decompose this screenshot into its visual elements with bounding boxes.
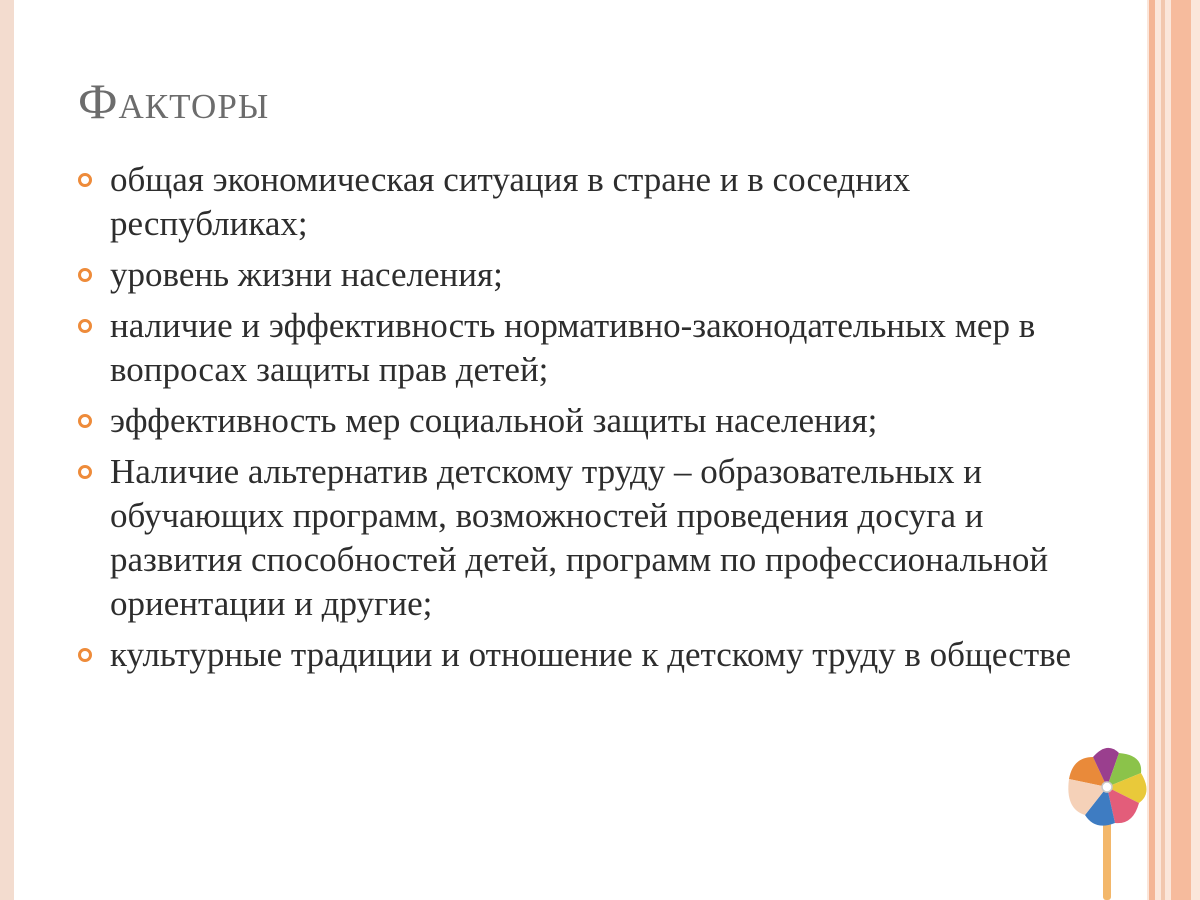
bullet-list bbox=[78, 158, 1078, 684]
bullet-item bbox=[78, 253, 1078, 297]
right-decorative-border bbox=[1147, 0, 1200, 900]
bullet-text: общая экономическая ситуация в стране и в соседних республиках; bbox=[110, 160, 911, 243]
bullet-item bbox=[78, 304, 1078, 392]
bullet-item bbox=[78, 399, 1078, 443]
bullet-item bbox=[78, 633, 1078, 677]
bullet-text: уровень жизни населения; bbox=[110, 255, 503, 294]
bullet-circle-icon bbox=[78, 465, 92, 479]
slide-title: Факторы bbox=[78, 73, 270, 129]
bullet-text: эффективность мер социальной защиты населения; bbox=[110, 401, 878, 440]
bullet-circle-icon bbox=[78, 648, 92, 662]
border-stripe bbox=[1161, 0, 1165, 900]
bullet-circle-icon bbox=[78, 319, 92, 333]
pinwheel-icon bbox=[1062, 742, 1152, 900]
bullet-circle-icon bbox=[78, 268, 92, 282]
bullet-circle-icon bbox=[78, 414, 92, 428]
bullet-item bbox=[78, 450, 1078, 626]
bullet-item bbox=[78, 158, 1078, 246]
bullet-circle-icon bbox=[78, 173, 92, 187]
bullet-text: Наличие альтернатив детскому труду – образовательных и обучающих программ, возможностей проведения досуга и развития способностей детей, программ по профессиональной ориентации и другие; bbox=[110, 452, 1049, 623]
bullet-text: культурные традиции и отношение к детскому труду в обществе bbox=[110, 635, 1071, 674]
border-stripe bbox=[1171, 0, 1191, 900]
bullet-text: наличие и эффективность нормативно-законодательных мер в вопросах защиты прав детей; bbox=[110, 306, 1036, 389]
